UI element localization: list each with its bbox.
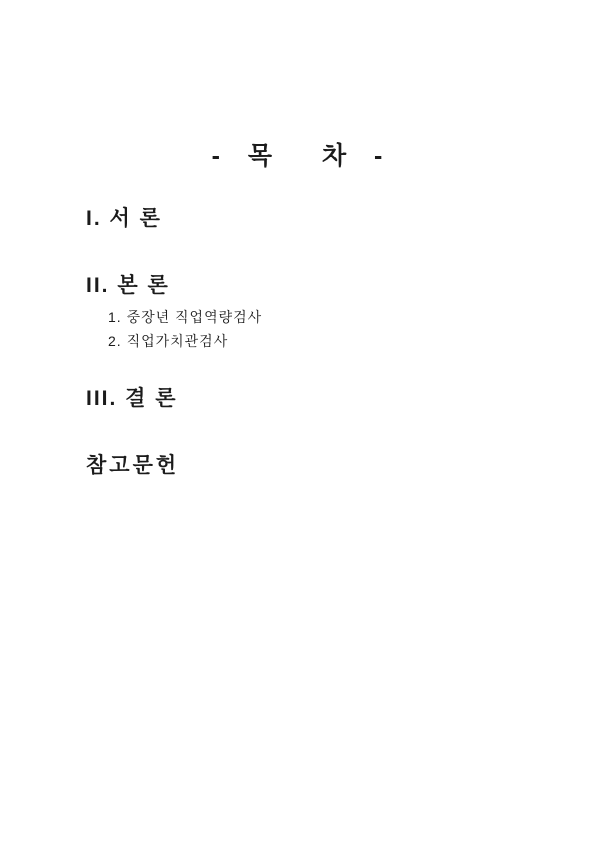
toc-entry-introduction: I. 서 론 <box>86 207 162 230</box>
toc-entry-references: 참고문헌 <box>86 454 180 477</box>
toc-entry-conclusion: III. 결 론 <box>86 387 178 410</box>
toc-subentry-vocational-competency-test: 1. 중장년 직업역량검사 <box>108 309 263 325</box>
toc-entry-main-body: II. 본 론 <box>86 274 170 297</box>
toc-title: - 목 차 - <box>211 142 389 170</box>
toc-subentry-vocational-values-test: 2. 직업가치관검사 <box>108 333 229 349</box>
